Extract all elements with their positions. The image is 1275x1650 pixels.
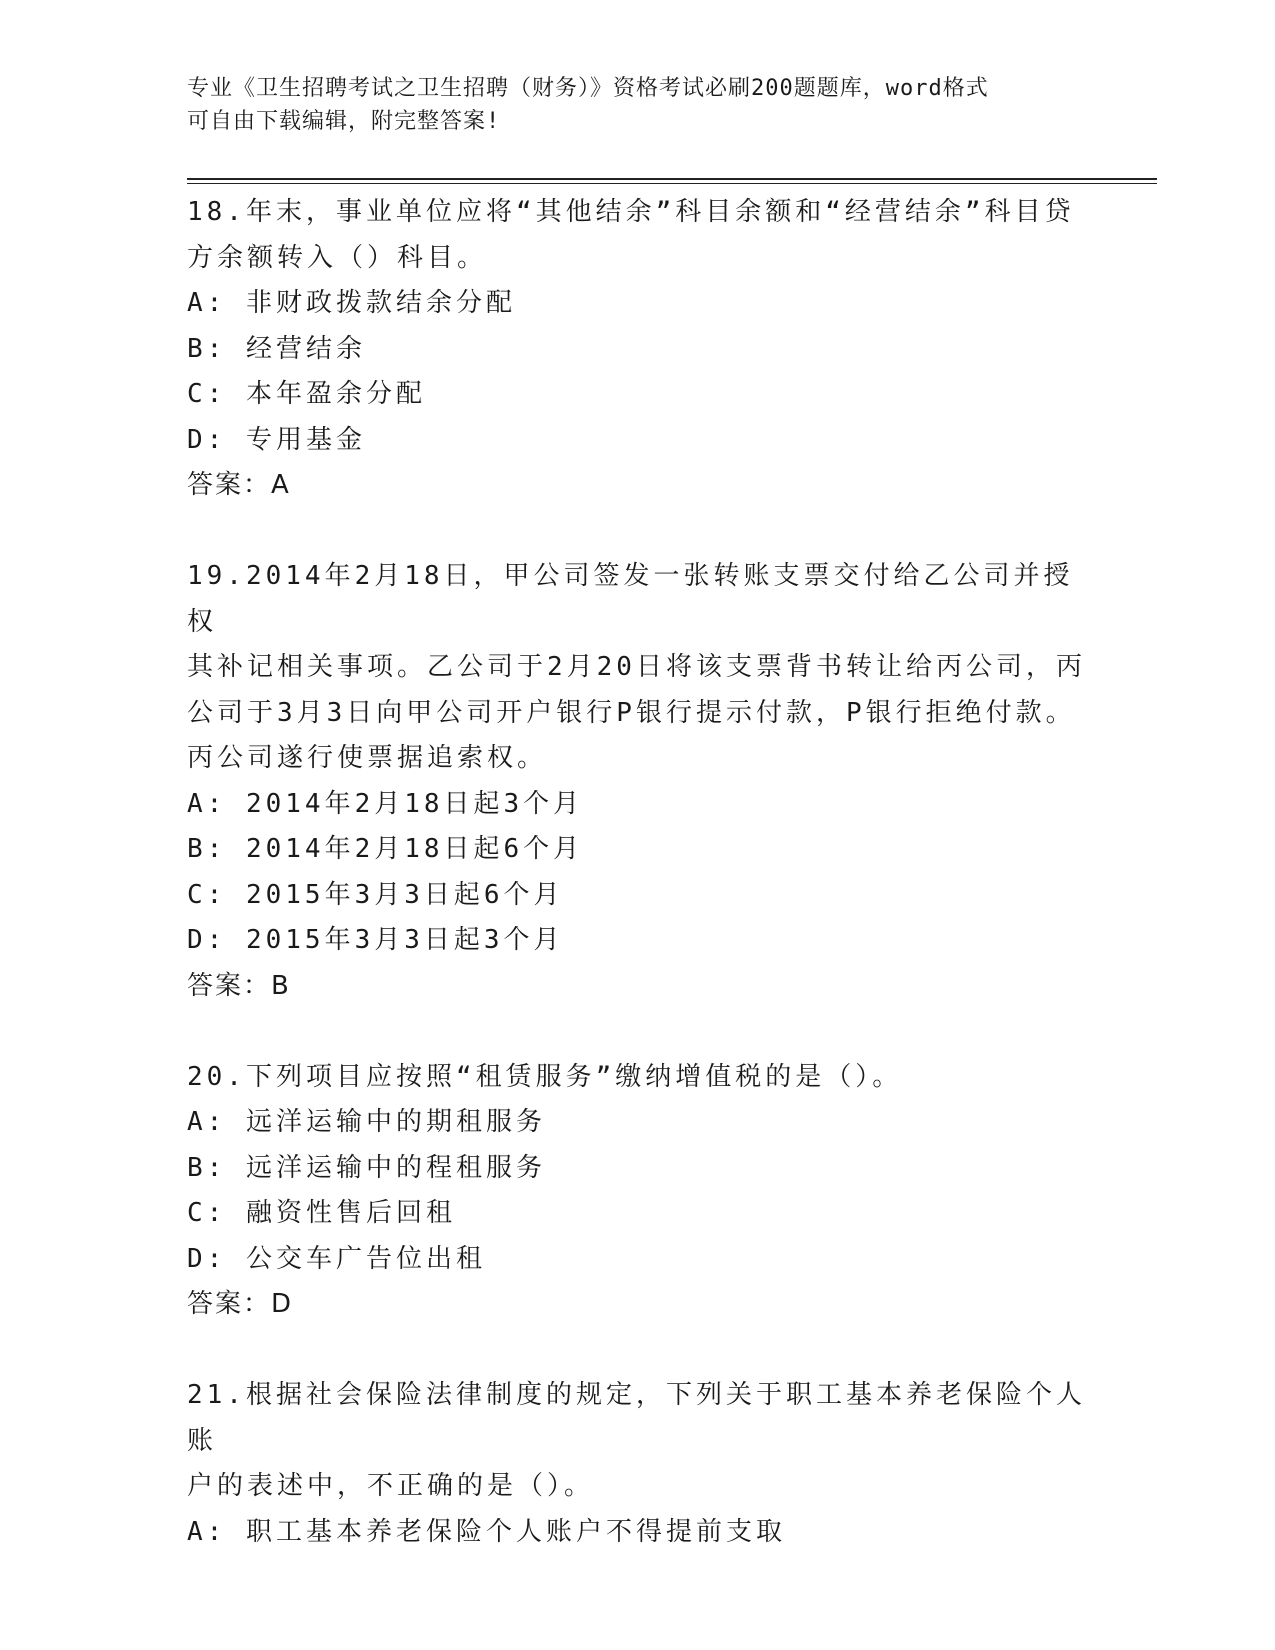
header-divider-thin xyxy=(187,183,1157,184)
question-18 xyxy=(187,190,1087,509)
header-divider-thick xyxy=(187,178,1157,180)
question-stem-line: 方余额转入（）科目。 xyxy=(187,242,488,273)
option-b: B: 远洋运输中的程租服务 xyxy=(187,1152,546,1183)
question-stem-line: 其补记相关事项。乙公司于2月20日将该支票背书转让给丙公司，丙 xyxy=(187,652,1086,682)
option-a: A: 远洋运输中的期租服务 xyxy=(187,1107,546,1137)
question-stem-line: 户的表述中，不正确的是（）。 xyxy=(187,1471,595,1501)
question-19 xyxy=(187,554,1087,1009)
question-spacer xyxy=(187,1328,1087,1374)
question-stem-line: 19.2014年2月18日，甲公司签发一张转账支票交付给乙公司并授权 xyxy=(187,561,1074,637)
option-d: D: 专用基金 xyxy=(187,424,366,455)
option-d: D: 公交车广告位出租 xyxy=(187,1243,486,1274)
question-21 xyxy=(187,1373,1087,1555)
question-spacer xyxy=(187,509,1087,555)
answer-line: 答案：A xyxy=(187,470,291,500)
option-c: C: 融资性售后回租 xyxy=(187,1198,456,1228)
answer-line: 答案：D xyxy=(187,1289,294,1319)
header-line-1: 专业《卫生招聘考试之卫生招聘（财务）》资格考试必刷200题题库，word格式 xyxy=(187,76,989,101)
option-d: D: 2015年3月3日起3个月 xyxy=(187,925,564,955)
question-stem-line: 20.下列项目应按照“租赁服务”缴纳增值税的是（）。 xyxy=(187,1061,903,1092)
question-stem-line: 公司于3月3日向甲公司开户银行P银行提示付款，P银行拒绝付款。 xyxy=(187,697,1076,728)
document-header xyxy=(187,72,1087,138)
question-spacer xyxy=(187,1009,1087,1055)
option-b: B: 2014年2月18日起6个月 xyxy=(187,834,584,864)
option-c: C: 2015年3月3日起6个月 xyxy=(187,879,564,910)
question-stem-line: 丙公司遂行使票据追索权。 xyxy=(187,743,548,773)
option-b: B: 经营结余 xyxy=(187,333,366,364)
option-c: C: 本年盈余分配 xyxy=(187,379,426,409)
question-list xyxy=(187,190,1087,1555)
answer-line: 答案：B xyxy=(187,970,291,1001)
header-line-2: 可自由下载编辑，附完整答案! xyxy=(187,109,501,134)
question-stem-line: 21.根据社会保险法律制度的规定，下列关于职工基本养老保险个人账 xyxy=(187,1380,1086,1456)
question-20 xyxy=(187,1055,1087,1328)
option-a: A: 职工基本养老保险个人账户不得提前支取 xyxy=(187,1516,786,1547)
option-a: A: 2014年2月18日起3个月 xyxy=(187,788,584,819)
question-stem-line: 18.年末，事业单位应将“其他结余”科目余额和“经营结余”科目贷 xyxy=(187,197,1075,227)
option-a: A: 非财政拨款结余分配 xyxy=(187,288,516,318)
